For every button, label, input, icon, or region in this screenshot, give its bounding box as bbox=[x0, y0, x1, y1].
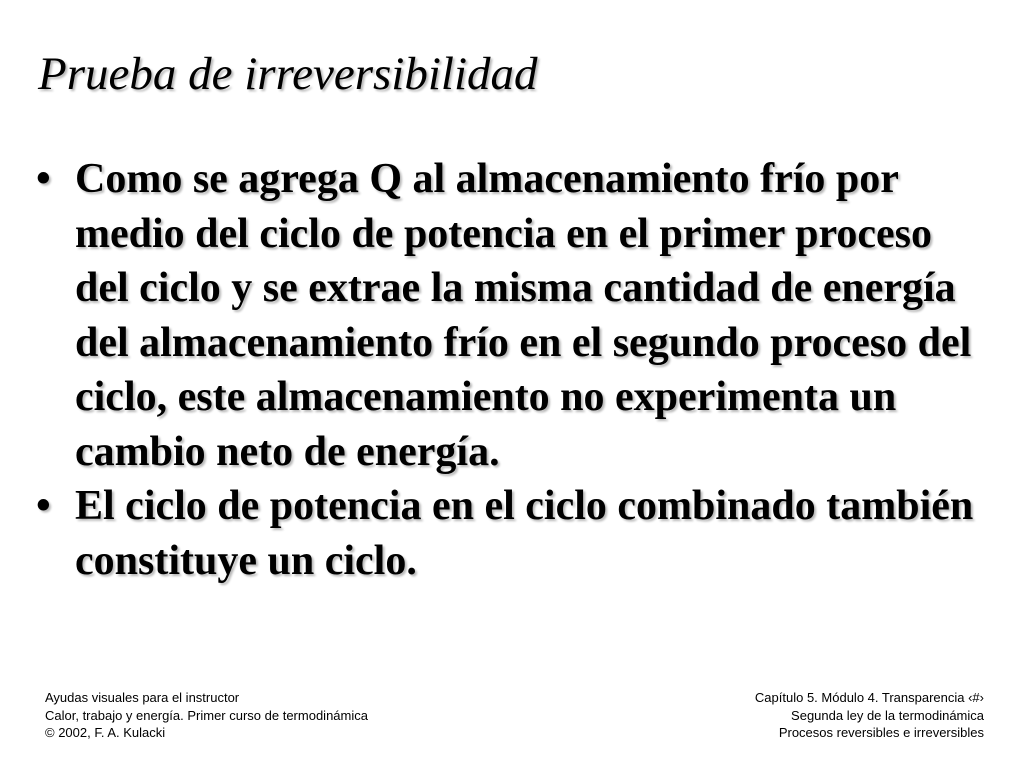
bullet-text: El ciclo de potencia en el ciclo combinado también constituye un ciclo. bbox=[75, 483, 974, 584]
slide-title: Prueba de irreversibilidad bbox=[38, 48, 538, 100]
footer-right-line: Segunda ley de la termodinámica bbox=[791, 707, 984, 723]
footer-right bbox=[755, 689, 984, 742]
footer-left-line: Ayudas visuales para el instructor bbox=[45, 690, 240, 705]
footer-left bbox=[45, 689, 368, 742]
bullet-text: Como se agrega Q al almacenamiento frío por medio del ciclo de potencia en el primer proceso del ciclo y se extrae la misma cantidad de energía del almacenamiento frío en el segundo proceso del ciclo, este almacenamiento no experimenta un cambio neto de energía. bbox=[75, 156, 972, 475]
footer-right-line: Capítulo 5. Módulo 4. Transparencia ‹#› bbox=[754, 690, 984, 705]
bullet-list bbox=[36, 152, 996, 588]
footer-left-line: Calor, trabajo y energía. Primer curso de termodinámica bbox=[45, 707, 368, 723]
bullet-point-icon: • bbox=[36, 156, 51, 202]
bullet-item bbox=[36, 152, 996, 479]
footer-right-line: Procesos reversibles e irreversibles bbox=[778, 725, 984, 740]
footer-left-line: © 2002, F. A. Kulacki bbox=[45, 725, 166, 740]
bullet-item bbox=[36, 479, 996, 588]
bullet-point-icon: • bbox=[36, 483, 51, 529]
